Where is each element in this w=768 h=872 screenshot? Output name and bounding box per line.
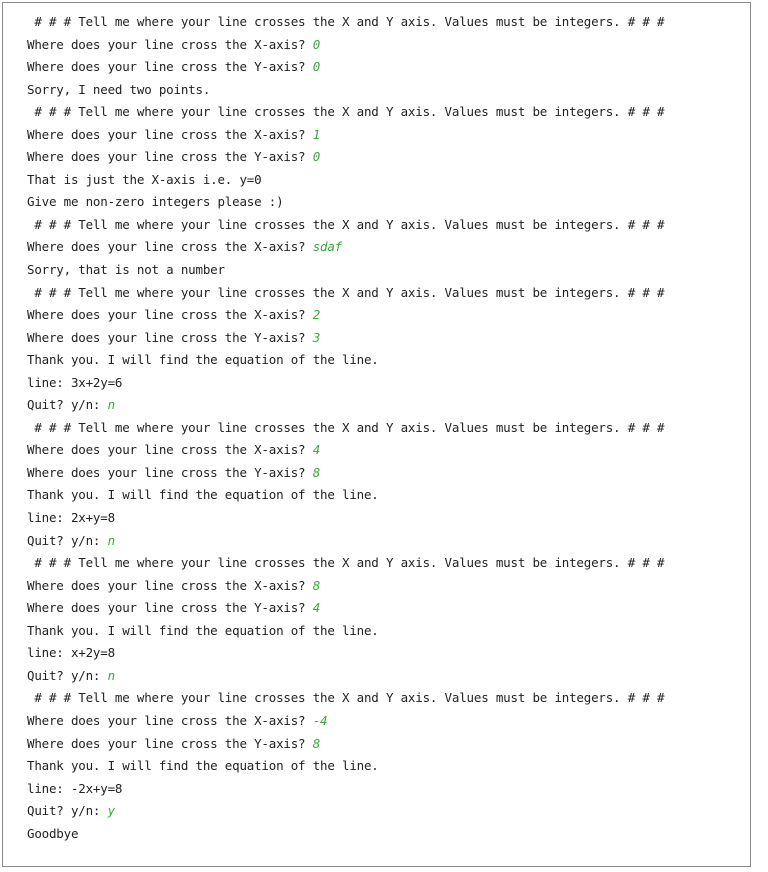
console-line-text: line: 2x+y=8 (27, 510, 115, 526)
console-user-input: 8 (312, 735, 321, 751)
console-user-input: y (107, 803, 115, 819)
console-user-input: 4 (312, 442, 321, 458)
console-line-text: Where does your line cross the X-axis? (27, 442, 313, 458)
console-line-text: # # # Tell me where your line crosses the X and Y axis. Values must be integers. # # # (27, 690, 665, 706)
console-line-text: # # # Tell me where your line crosses the X and Y axis. Values must be integers. # # # (27, 284, 665, 300)
console-user-input: 1 (312, 126, 321, 142)
console-line-text: Sorry, that is not a number (27, 262, 225, 278)
console-line-text: Thank you. I will find the equation of the line. (27, 487, 379, 503)
console-line-text: # # # Tell me where your line crosses the X and Y axis. Values must be integers. # # # (27, 216, 665, 232)
console-user-input: 0 (312, 36, 321, 52)
console-line-text: Thank you. I will find the equation of the line. (27, 352, 379, 368)
console-line-text: Give me non-zero integers please :) (27, 194, 284, 210)
console-line (27, 507, 664, 530)
console-line-text: Where does your line cross the Y-axis? (27, 464, 313, 480)
console-line (27, 733, 664, 756)
console-user-input: n (107, 397, 115, 413)
console-line (27, 124, 664, 147)
console-line (27, 282, 664, 305)
console-line (27, 552, 664, 575)
console-line (27, 236, 664, 259)
console-user-input: 0 (312, 59, 321, 75)
console-line (27, 327, 664, 350)
console-user-input: 4 (312, 600, 321, 616)
console-line (27, 484, 664, 507)
console-user-input: 3 (312, 329, 321, 345)
console-line (27, 304, 664, 327)
console-line-text: That is just the X-axis i.e. y=0 (27, 171, 262, 187)
console-line-text: line: 3x+2y=6 (27, 374, 123, 390)
console-line (27, 169, 664, 192)
console-line-text: Quit? y/n: (27, 667, 108, 683)
console-line-text: # # # Tell me where your line crosses the X and Y axis. Values must be integers. # # # (27, 555, 665, 571)
console-line-text: line: -2x+y=8 (27, 780, 123, 796)
console-user-input: 8 (312, 577, 321, 593)
console-line-text: Thank you. I will find the equation of the line. (27, 622, 379, 638)
console-user-input: n (107, 667, 115, 683)
console-line (27, 642, 664, 665)
console-line-text: Quit? y/n: (27, 397, 108, 413)
console-line (27, 597, 664, 620)
console-line-text: Where does your line cross the X-axis? (27, 307, 313, 323)
console-user-input: sdaf (312, 239, 343, 255)
console-line-text: # # # Tell me where your line crosses the X and Y axis. Values must be integers. # # # (27, 104, 665, 120)
console-line-text: # # # Tell me where your line crosses the X and Y axis. Values must be integers. # # # (27, 14, 665, 29)
console-line (27, 259, 664, 282)
console-line-text: Where does your line cross the Y-axis? (27, 600, 313, 616)
console-output-panel (2, 2, 751, 867)
console-line (27, 462, 664, 485)
console-line (27, 575, 664, 598)
console-line (27, 372, 664, 395)
console-line-text: Quit? y/n: (27, 532, 108, 548)
console-line (27, 620, 664, 643)
console-user-input: -4 (312, 712, 328, 728)
console-line (27, 530, 664, 553)
console-line (27, 823, 664, 846)
console-line (27, 101, 664, 124)
console-line-text: Thank you. I will find the equation of the line. (27, 758, 379, 774)
console-line-text: Where does your line cross the X-axis? (27, 36, 313, 52)
console-line (27, 11, 664, 34)
console-line-text: Where does your line cross the X-axis? (27, 239, 313, 255)
console-line (27, 349, 664, 372)
console-line (27, 191, 664, 214)
console-line (27, 34, 664, 57)
console-user-input: 0 (312, 149, 321, 165)
console-line (27, 800, 664, 823)
console-line-text: Where does your line cross the Y-axis? (27, 329, 313, 345)
console-line-text: Where does your line cross the X-axis? (27, 126, 313, 142)
console-line-text: line: x+2y=8 (27, 645, 115, 661)
console-line-text: Sorry, I need two points. (27, 81, 211, 97)
console-line (27, 687, 664, 710)
console-line-text: Where does your line cross the Y-axis? (27, 735, 313, 751)
console-line-text: Where does your line cross the X-axis? (27, 577, 313, 593)
console-lines (27, 11, 664, 845)
console-line (27, 214, 664, 237)
console-user-input: 8 (312, 464, 321, 480)
console-line (27, 778, 664, 801)
console-line-text: Where does your line cross the X-axis? (27, 712, 313, 728)
console-line (27, 710, 664, 733)
console-line (27, 755, 664, 778)
console-line-text: Quit? y/n: (27, 803, 108, 819)
console-line (27, 665, 664, 688)
console-line-text: Where does your line cross the Y-axis? (27, 59, 313, 75)
console-user-input: n (107, 532, 115, 548)
console-line-text: Where does your line cross the Y-axis? (27, 149, 313, 165)
console-line (27, 439, 664, 462)
console-line (27, 417, 664, 440)
console-line (27, 394, 664, 417)
console-line (27, 79, 664, 102)
console-line-text: # # # Tell me where your line crosses the X and Y axis. Values must be integers. # # # (27, 419, 665, 435)
console-user-input: 2 (312, 307, 321, 323)
console-line-text: Goodbye (27, 825, 79, 841)
console-line (27, 56, 664, 79)
console-line (27, 146, 664, 169)
